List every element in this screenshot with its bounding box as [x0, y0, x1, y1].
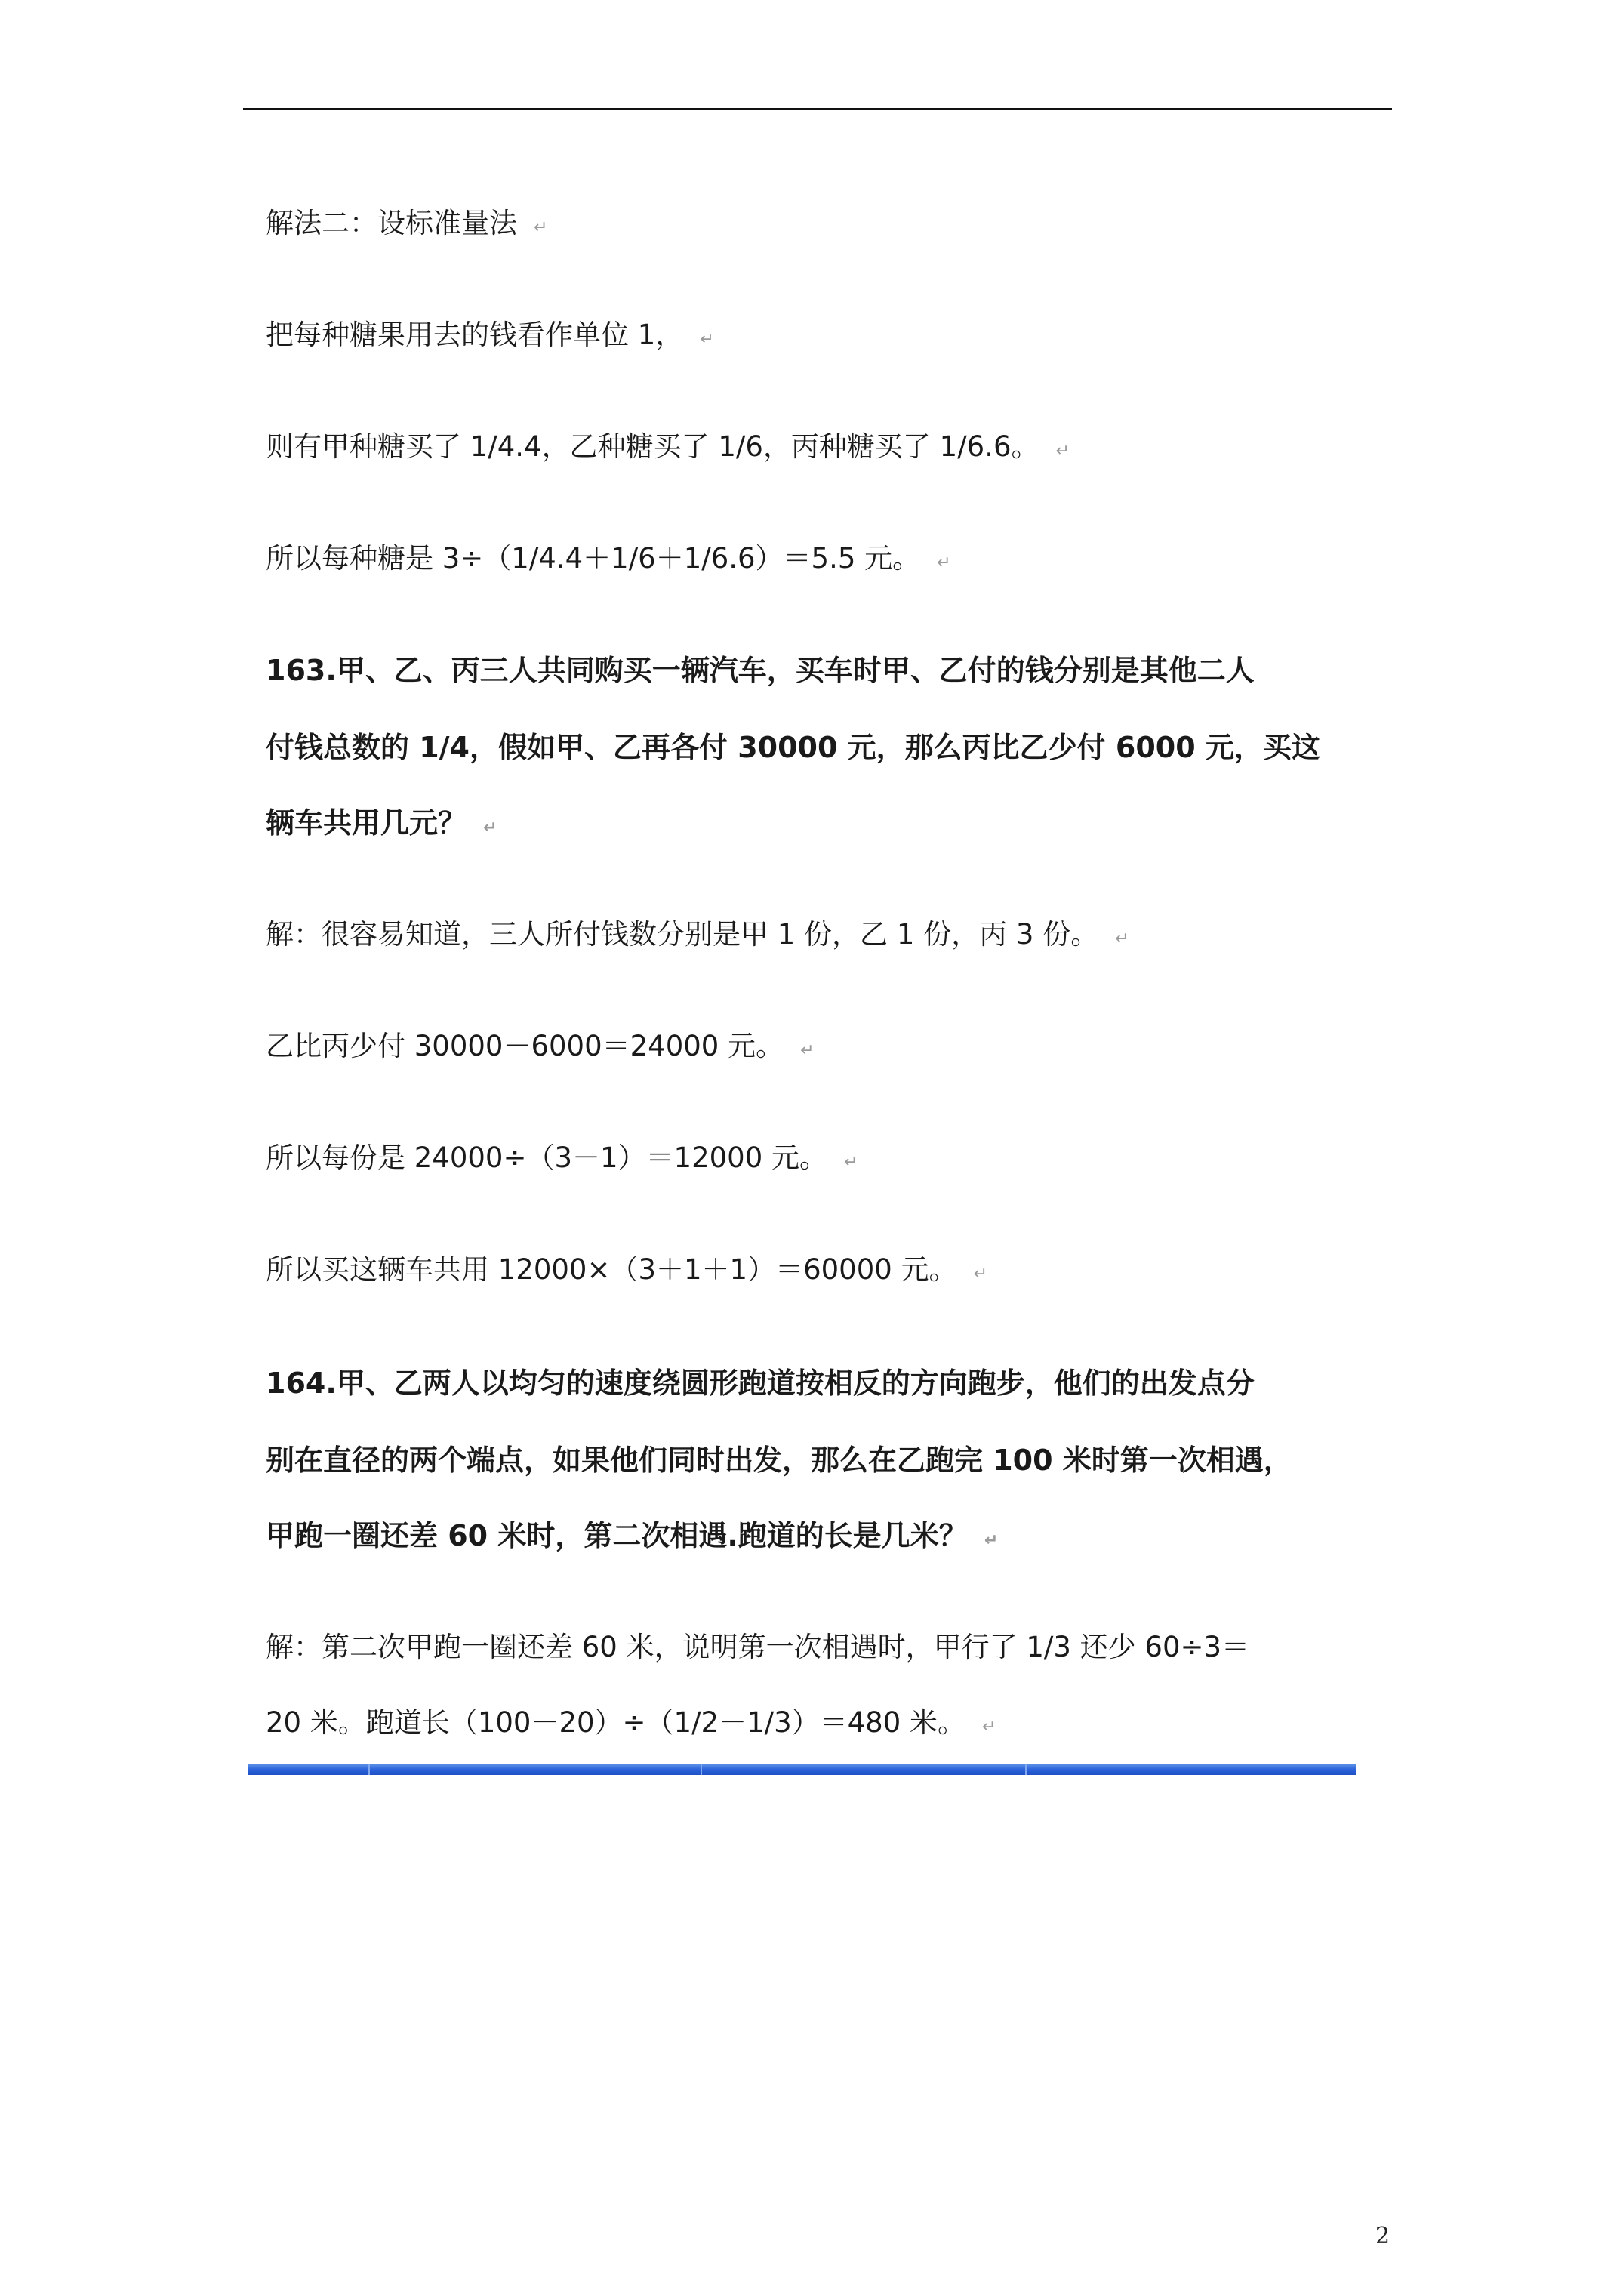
problem-163-line: 付钱总数的 1/4，假如甲、乙再各付 30000 元，那么丙比乙少付 6000 元，买这: [266, 731, 1320, 764]
problem-164-line: 164.甲、乙两人以均匀的速度绕圆形跑道按相反的方向跑步，他们的出发点分: [266, 1367, 1255, 1400]
solution-line: 乙比丙少付 30000－6000＝24000 元。 ↵: [266, 1030, 815, 1062]
problem-164-line: 别在直径的两个端点，如果他们同时出发，那么在乙跑完 100 米时第一次相遇，: [266, 1444, 1292, 1477]
solution-line: 所以每份是 24000÷（3－1）＝12000 元。 ↵: [266, 1142, 858, 1174]
bar-segment: [1025, 1764, 1027, 1775]
solution-line: 解：第二次甲跑一圈还差 60 米，说明第一次相遇时，甲行了 1/3 还少 60÷3＝: [266, 1631, 1250, 1663]
solution-two-heading: 解法二：设标准量法 ↵: [266, 207, 548, 239]
text-line: 则有甲种糖买了 1/4.4，乙种糖买了 1/6，丙种糖买了 1/6.6。 ↵: [266, 430, 1070, 463]
bar-segment: [701, 1764, 702, 1775]
blue-divider-bar: [248, 1764, 1356, 1775]
solution-line: 解：很容易知道，三人所付钱数分别是甲 1 份，乙 1 份，丙 3 份。 ↵: [266, 918, 1129, 951]
text-line: 所以每种糖是 3÷（1/4.4＋1/6＋1/6.6）＝5.5 元。 ↵: [266, 542, 951, 575]
bar-segment: [368, 1764, 370, 1775]
problem-164-line: 甲跑一圈还差 60 米时，第二次相遇.跑道的长是几米？ ↵: [266, 1519, 999, 1552]
page-number: 2: [1375, 2223, 1390, 2249]
problem-163-line: 163.甲、乙、丙三人共同购买一辆汽车，买车时甲、乙付的钱分别是其他二人: [266, 654, 1255, 687]
text-line: 把每种糖果用去的钱看作单位 1， ↵: [266, 319, 714, 351]
header-rule: [243, 108, 1392, 110]
problem-163-line: 辆车共用几元？ ↵: [266, 806, 497, 840]
solution-line: 20 米。跑道长（100－20）÷（1/2－1/3）＝480 米。 ↵: [266, 1706, 996, 1739]
solution-line: 所以买这辆车共用 12000×（3＋1＋1）＝60000 元。 ↵: [266, 1253, 987, 1286]
